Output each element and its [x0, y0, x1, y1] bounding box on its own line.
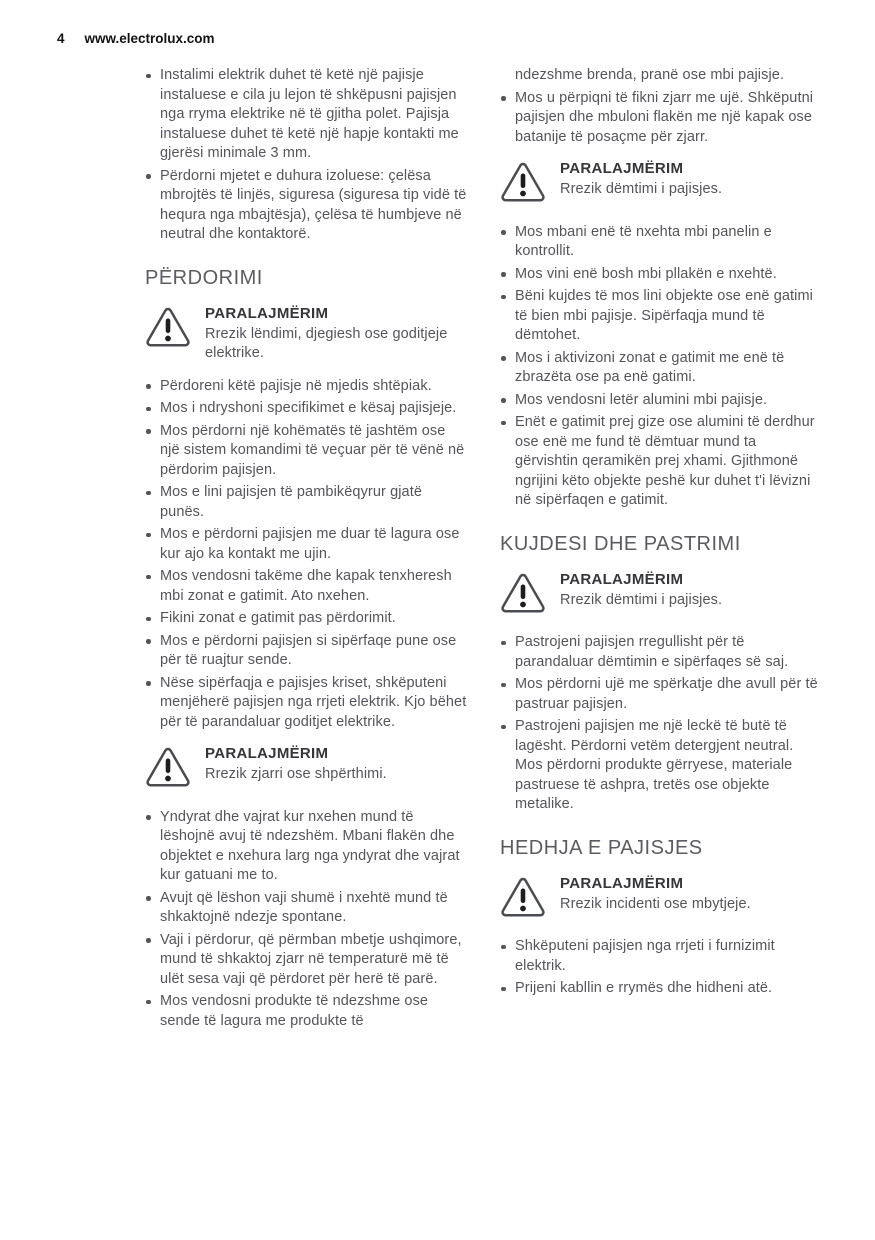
bullet-dot-icon — [146, 938, 151, 943]
list-item-text: Shkëputeni pajisjen nga rrjeti i furnizimit elektrik. — [515, 938, 775, 974]
warning-triangle-icon — [145, 304, 205, 364]
warning-triangle-icon — [145, 744, 205, 795]
list-item-text: Mos përdorni një kohëmatës të jashtëm ose një sistem komandimi të veçuar për të vënë në përdorim pajisjen. — [160, 422, 465, 478]
warning-note — [500, 570, 823, 621]
bullet-dot-icon — [146, 491, 151, 496]
warning-triangle-icon — [500, 159, 560, 210]
list-item-text: Nëse sipërfaqja e pajisjes kriset, shkëputeni menjëherë pajisjen nga rrjeti elektrik. Kjo bëhet për të parandaluar goditjet elektrike. — [160, 674, 467, 730]
bullet-marker — [145, 889, 160, 928]
bullet-marker — [145, 66, 160, 164]
bullet-marker — [145, 931, 160, 990]
list-item — [145, 567, 467, 606]
warning-title: PARALAJMËRIM — [560, 570, 684, 588]
list-item — [145, 483, 467, 522]
website-text: www.electrolux.com — [84, 31, 215, 46]
list-item-text: Mos i aktivizoni zonat e gatimit me enë të zbrazëta ose pa enë gatimi. — [515, 349, 785, 385]
bullet-marker — [500, 287, 515, 346]
list-item — [500, 675, 823, 714]
bullet-marker — [145, 609, 160, 629]
list-item-text: Instalimi elektrik duhet të ketë një pajisje instaluese e cila ju lejon të shkëpusni pajisjen nga rryma elektrike në të gjitha polet. Pajisja instaluese duhet të ketë një hapje kontakti me gjerësi minimale 3 mm. — [160, 67, 459, 161]
bullet-marker — [500, 223, 515, 262]
bullet-dot-icon — [501, 356, 506, 361]
list-item-text: Mos mbani enë të nxehta mbi panelin e kontrollit. — [515, 223, 772, 259]
warning-body — [205, 304, 467, 364]
list-item-text: Mos e lini pajisjen të pambikëqyrur gjatë punës. — [160, 484, 423, 520]
list-item — [145, 931, 467, 990]
bullet-marker — [500, 349, 515, 388]
bullet-marker — [500, 979, 515, 999]
bullet-dot-icon — [146, 174, 151, 179]
bullet-dot-icon — [146, 533, 151, 538]
list-item-text: Mos e përdorni pajisjen si sipërfaqe pune ose për të ruajtur sende. — [160, 632, 457, 668]
list-item — [145, 525, 467, 564]
bullet-dot-icon — [146, 617, 151, 622]
list-item — [500, 89, 823, 148]
list-item-text: Enët e gatimit prej gize ose alumini të derdhur ose enë me fund të dëmtuar mund ta gërvishtin qeramikën prej xhami. Gjithmonë ngrijini këto objekte peshë kur duhet t'i lëvizni në sipërfaqen e gatimit. — [515, 414, 815, 508]
list-item — [145, 889, 467, 928]
warning-text: Rrezik dëmtimi i pajisjes. — [560, 181, 723, 197]
warning-text: Rrezik lëndimi, djegiesh ose goditjeje elektrike. — [205, 325, 448, 361]
list-item — [145, 422, 467, 481]
bullet-dot-icon — [146, 384, 151, 389]
warning-text: Rrezik zjarri ose shpërthimi. — [205, 766, 387, 782]
bullet-dot-icon — [501, 683, 506, 688]
bullet-marker — [500, 413, 515, 511]
bullet-dot-icon — [501, 987, 506, 992]
right-column — [500, 66, 823, 1002]
warning-body — [205, 744, 467, 795]
list-item-text: Mos vendosni produkte të ndezshme ose sende të lagura me produkte të — [160, 993, 429, 1029]
bullet-marker — [145, 167, 160, 245]
list-item-text: Përdoreni këtë pajisje në mjedis shtëpiak. — [160, 377, 432, 394]
list-item — [145, 674, 467, 733]
bullet-marker — [145, 422, 160, 481]
warning-body — [560, 874, 823, 925]
list-item — [145, 609, 467, 629]
warning-title: PARALAJMËRIM — [560, 874, 684, 892]
bullet-marker — [500, 633, 515, 672]
list-item — [145, 399, 467, 419]
bullet-marker — [145, 808, 160, 886]
bullet-dot-icon — [146, 429, 151, 434]
bullet-marker — [145, 377, 160, 397]
warning-text: Rrezik dëmtimi i pajisjes. — [560, 591, 723, 608]
bullet-marker — [500, 265, 515, 285]
list-item — [145, 377, 467, 397]
bullet-dot-icon — [146, 575, 151, 580]
bullet-dot-icon — [146, 815, 151, 820]
bullet-list — [145, 377, 467, 733]
page-number: 4 — [57, 31, 65, 46]
list-item — [145, 66, 467, 164]
bullet-dot-icon — [501, 945, 506, 950]
bullet-marker — [145, 567, 160, 606]
bullet-dot-icon — [501, 398, 506, 403]
bullet-marker — [145, 674, 160, 733]
page-header — [57, 31, 215, 46]
section-heading: HEDHJA E PAJISJES — [500, 836, 703, 859]
list-item-text: Mos u përpiqni të fikni zjarr me ujë. Shkëputni pajisjen dhe mbuloni flakën me një kapak ose batanije të posaçme për zjarr. — [515, 89, 814, 145]
list-item — [500, 349, 823, 388]
list-item-text: Fikini zonat e gatimit pas përdorimit. — [160, 610, 396, 626]
bullet-dot-icon — [501, 641, 506, 646]
bullet-marker — [500, 937, 515, 976]
list-item — [500, 265, 823, 285]
list-item-text: Pastrojeni pajisjen rregullisht për të parandaluar dëmtimin e sipërfaqes së saj. — [515, 634, 789, 670]
list-item-text: Mos i ndryshoni specifikimet e kësaj pajisjeje. — [160, 400, 457, 416]
list-item-text: Mos vendosni letër alumini mbi pajisje. — [515, 391, 768, 408]
list-item — [500, 979, 823, 999]
bullet-marker — [145, 525, 160, 564]
section-heading: KUJDESI DHE PASTRIMI — [500, 532, 741, 555]
warning-triangle-icon — [500, 874, 560, 925]
list-item-text: Yndyrat dhe vajrat kur nxehen mund të lëshojnë avuj të ndezshëm. Mbani flakën dhe objektet e nxehura larg nga yndyrat dhe vajrat kur gatuani me to. — [160, 808, 460, 883]
list-item-text: Mos vini enë bosh mbi pllakën e nxehtë. — [515, 265, 777, 282]
warning-note — [145, 744, 467, 795]
list-item — [500, 223, 823, 262]
warning-triangle-icon — [500, 570, 560, 621]
bullet-dot-icon — [501, 725, 506, 730]
list-item — [500, 413, 823, 511]
list-item-text: Mos përdorni ujë me spërkatje dhe avull për të pastruar pajisjen. — [515, 676, 818, 712]
list-item — [500, 391, 823, 411]
bullet-dot-icon — [501, 295, 506, 300]
list-item-text: Mos e përdorni pajisjen me duar të lagura ose kur ajo ka kontakt me ujin. — [160, 526, 460, 562]
bullet-list — [145, 808, 467, 1032]
list-item — [145, 992, 467, 1031]
list-item-text: Mos vendosni takëme dhe kapak tenxheresh mbi zonat e gatimit. Ato nxehen. — [160, 568, 452, 604]
bullet-dot-icon — [501, 272, 506, 277]
warning-body — [560, 570, 823, 621]
bullet-list — [500, 223, 823, 511]
list-item-text: Prijeni kabllin e rrymës dhe hidheni atë. — [515, 980, 773, 996]
bullet-marker — [145, 483, 160, 522]
bullet-list — [500, 633, 823, 815]
warning-title: PARALAJMËRIM — [205, 745, 329, 762]
section-heading: PËRDORIMI — [145, 266, 263, 289]
list-item — [145, 632, 467, 671]
bullet-dot-icon — [146, 639, 151, 644]
bullet-marker — [500, 675, 515, 714]
list-item — [145, 167, 467, 245]
list-item — [500, 287, 823, 346]
bullet-list — [500, 89, 823, 148]
bullet-dot-icon — [146, 407, 151, 412]
list-item — [500, 717, 823, 815]
list-item-text: Bëni kujdes të mos lini objekte ose enë gatimi të bien mbi pajisje. Sipërfaqja mund të dëmtohet. — [515, 288, 813, 343]
bullet-list — [500, 937, 823, 999]
list-item-text: Pastrojeni pajisjen me një leckë të butë të lagësht. Përdorni vetëm detergjent neutral. Mos përdorni produkte gërryese, materiale pastruese të ashpra, tretës ose objekte metalike. — [515, 718, 794, 812]
list-item — [500, 937, 823, 976]
warning-note — [500, 159, 823, 210]
bullet-dot-icon — [501, 421, 506, 426]
list-item — [500, 633, 823, 672]
bullet-dot-icon — [146, 896, 151, 901]
warning-title: PARALAJMËRIM — [205, 304, 329, 322]
bullet-dot-icon — [501, 230, 506, 235]
bullet-marker — [500, 717, 515, 815]
bullet-marker — [145, 399, 160, 419]
warning-text: Rrezik incidenti ose mbytjeje. — [560, 895, 751, 912]
bullet-marker — [500, 89, 515, 148]
warning-body — [560, 159, 823, 210]
bullet-dot-icon — [501, 96, 506, 101]
list-item-text: Përdorni mjetet e duhura izoluese: çelësa mbrojtës të linjës, siguresa (siguresa tip vidë të hequra nga mbajtësja), çelësa të humbjeve në neutral dhe kontaktorë. — [160, 167, 467, 242]
bullet-dot-icon — [146, 74, 151, 79]
bullet-marker — [145, 632, 160, 671]
bullet-dot-icon — [146, 1000, 151, 1005]
list-item-text: Vaji i përdorur, që përmban mbetje ushqimore, mund të shkaktoj zjarr në temperaturë më të ulët sesa vaji që përdoret për herë të parë. — [160, 931, 462, 987]
warning-note — [145, 304, 467, 364]
continuation-text: ndezshme brenda, pranë ose mbi pajisje. — [515, 67, 785, 83]
warning-title: PARALAJMËRIM — [560, 160, 684, 177]
bullet-marker — [500, 391, 515, 411]
list-item-text: Avujt që lëshon vaji shumë i nxehtë mund të shkaktojnë ndezje spontane. — [160, 889, 448, 925]
bullet-marker — [145, 992, 160, 1031]
warning-note — [500, 874, 823, 925]
bullet-list — [145, 66, 467, 245]
left-column — [145, 66, 467, 1034]
bullet-dot-icon — [146, 681, 151, 686]
list-item — [145, 808, 467, 886]
